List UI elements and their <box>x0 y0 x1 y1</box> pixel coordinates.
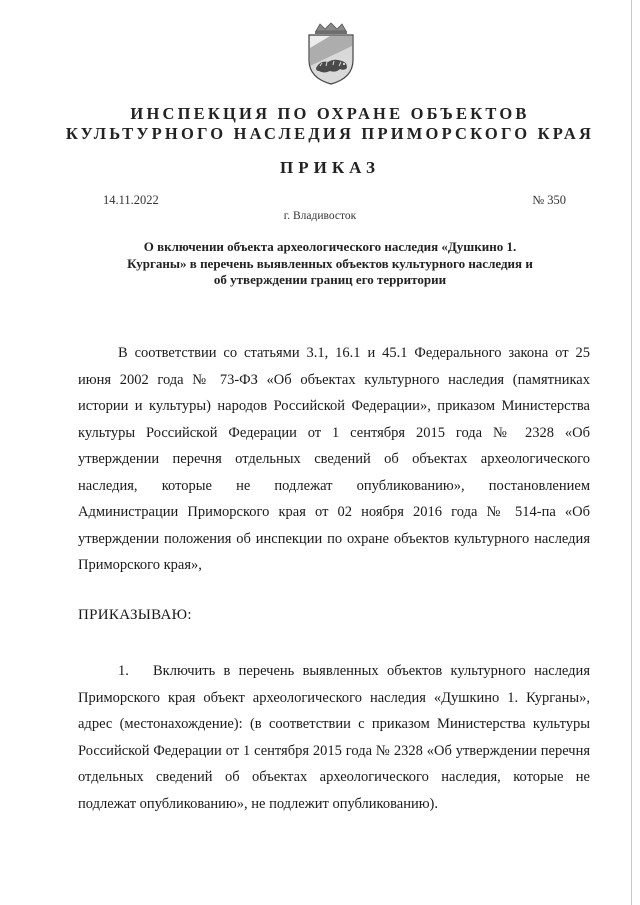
document-number: № 350 <box>532 193 566 207</box>
document-date: 14.11.2022 <box>103 193 159 207</box>
coat-of-arms-icon <box>300 22 362 86</box>
document-subject: О включении объекта археологического наследия «Душкино 1. Курганы» в перечень выявленных объектов культурного наследия и об утверждении границ его территории <box>127 239 533 287</box>
order-word: ПРИКАЗЫВАЮ: <box>78 607 192 623</box>
document-city: г. Владивосток <box>283 210 357 222</box>
preamble-paragraph: В соответствии со статьями 3.1, 16.1 и 45.1 Федерального закона от 25 июня 2002 года № 73-ФЗ «Об объектах культурного наследия (памятниках истории и культуры) народов Российской Федерации», приказом Министерства культуры Российской Федерации от 1 сентября 2015 года № 2328 «Об утверждении перечня отдельных сведений об объектах археологического наследия, которые не подлежат опубликованию», постановлением Администрации Приморского края от 02 ноября 2016 года № 514-па «Об утверждении положения об инспекции по охране объектов культурного наследия Приморского края», <box>78 345 590 573</box>
order-item-text: Включить в перечень выявленных объектов культурного наследия Приморского края объект археологического наследия «Душкино 1. Курганы», адрес (местонахождение): (в соответствии с приказом Министерства культуры Российской Федерации от 1 сентября 2015 года № 2328 «Об утверждении перечня отдельных сведений об объектах археологического наследия, которые не подлежат опубликованию», не подлежит опубликованию). <box>78 663 590 812</box>
organization-name-line2: КУЛЬТУРНОГО НАСЛЕДИЯ ПРИМОРСКОГО КРАЯ <box>65 124 595 143</box>
page-edge <box>631 0 632 905</box>
document-type-title: ПРИКАЗ <box>280 158 380 177</box>
organization-name-line1: ИНСПЕКЦИЯ ПО ОХРАНЕ ОБЪЕКТОВ <box>130 104 530 123</box>
order-item-1 <box>78 658 590 817</box>
order-item-number: 1. <box>118 663 129 679</box>
